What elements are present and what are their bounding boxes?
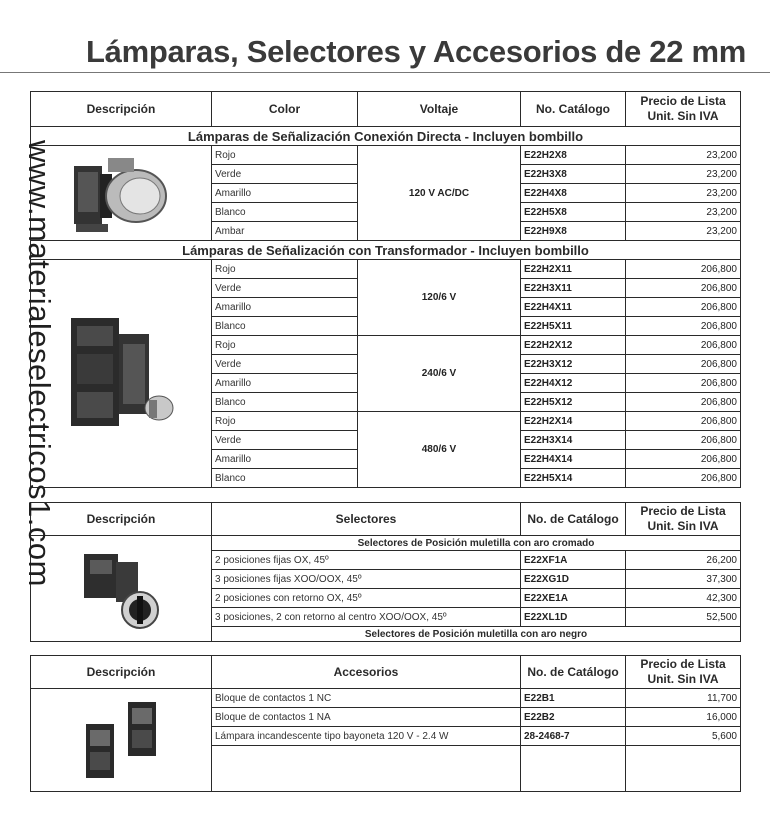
price-cell: 206,800 — [626, 260, 741, 279]
price-cell: 23,200 — [626, 184, 741, 203]
header-precio-line2: Unit. Sin IVA — [647, 109, 719, 123]
price-cell: 37,300 — [626, 570, 741, 589]
header-precio-line2: Unit. Sin IVA — [647, 672, 719, 686]
lamps-header-row — [31, 92, 741, 127]
selectors-header-row — [31, 503, 741, 536]
header-descripcion: Descripción — [31, 92, 212, 127]
description-cell: Bloque de contactos 1 NA — [212, 708, 521, 727]
description-cell: 3 posiciones fijas XOO/OOX, 45º — [212, 570, 521, 589]
price-cell: 11,700 — [626, 689, 741, 708]
catalog-cell: E22H5X8 — [521, 203, 626, 222]
price-cell: 206,800 — [626, 469, 741, 488]
price-cell: 23,200 — [626, 222, 741, 241]
color-cell: Ambar — [212, 222, 358, 241]
catalog-cell: E22H2X14 — [521, 412, 626, 431]
page-title: Lámparas, Selectores y Accesorios de 22 mm — [86, 34, 746, 69]
header-precio — [626, 656, 741, 689]
section-selectors-black: Selectores de Posición muletilla con aro negro — [212, 627, 741, 642]
catalog-cell: E22H5X14 — [521, 469, 626, 488]
price-cell: 23,200 — [626, 203, 741, 222]
catalog-cell: E22XL1D — [521, 608, 626, 627]
header-voltaje: Voltaje — [358, 92, 521, 127]
price-cell: 206,800 — [626, 298, 741, 317]
voltage-cell: 120/6 V — [358, 260, 521, 336]
catalog-cell: E22H3X8 — [521, 165, 626, 184]
catalog-cell: E22H3X12 — [521, 355, 626, 374]
section-selectors-chrome: Selectores de Posición muletilla con aro cromado — [212, 536, 741, 551]
catalog-cell: E22XG1D — [521, 570, 626, 589]
catalog-cell: E22H4X14 — [521, 450, 626, 469]
catalog-cell: E22H4X8 — [521, 184, 626, 203]
header-catalogo: No. Catálogo — [521, 92, 626, 127]
watermark-text: www.materialeselectricos1.com — [22, 140, 57, 587]
contact-block-icon — [66, 696, 176, 784]
price-cell: 23,200 — [626, 146, 741, 165]
catalog-cell: E22H2X11 — [521, 260, 626, 279]
color-cell: Verde — [212, 431, 358, 450]
price-cell: 23,200 — [626, 165, 741, 184]
header-selectores: Selectores — [212, 503, 521, 536]
selector-switch-icon — [76, 544, 166, 634]
catalog-cell: E22B2 — [521, 708, 626, 727]
contact-block-image — [31, 689, 212, 792]
catalog-cell: E22H5X12 — [521, 393, 626, 412]
catalog-cell: E22H9X8 — [521, 222, 626, 241]
table-row — [31, 146, 741, 165]
header-catalogo: No. de Catálogo — [521, 656, 626, 689]
pilot-lamp-image — [31, 146, 212, 241]
color-cell: Blanco — [212, 317, 358, 336]
color-cell: Amarillo — [212, 450, 358, 469]
color-cell: Verde — [212, 279, 358, 298]
table-row — [31, 689, 741, 708]
price-cell: 206,800 — [626, 279, 741, 298]
price-cell: 206,800 — [626, 355, 741, 374]
price-cell: 52,500 — [626, 608, 741, 627]
section-transformer-title: Lámparas de Señalización con Transformador - Incluyen bombillo — [31, 241, 741, 260]
voltage-cell: 120 V AC/DC — [358, 146, 521, 241]
catalog-cell: E22H2X8 — [521, 146, 626, 165]
empty-cell — [626, 746, 741, 792]
accessories-header-row — [31, 656, 741, 689]
price-cell: 206,800 — [626, 374, 741, 393]
price-cell: 206,800 — [626, 336, 741, 355]
color-cell: Blanco — [212, 203, 358, 222]
selector-switch-image — [31, 536, 212, 642]
color-cell: Verde — [212, 165, 358, 184]
color-cell: Amarillo — [212, 298, 358, 317]
transformer-lamp-icon — [61, 304, 181, 444]
table-row — [31, 260, 741, 279]
description-cell: 2 posiciones con retorno OX, 45º — [212, 589, 521, 608]
header-precio-line1: Precio de Lista — [640, 94, 726, 108]
selectors-table — [30, 502, 741, 642]
catalog-cell: E22H3X14 — [521, 431, 626, 450]
description-cell: Bloque de contactos 1 NC — [212, 689, 521, 708]
transformer-lamp-image — [31, 260, 212, 488]
catalog-cell: E22H4X12 — [521, 374, 626, 393]
catalog-cell: E22H5X11 — [521, 317, 626, 336]
price-cell: 206,800 — [626, 393, 741, 412]
header-accesorios: Accesorios — [212, 656, 521, 689]
description-cell: Lámpara incandescente tipo bayoneta 120 V - 2.4 W — [212, 727, 521, 746]
price-cell: 206,800 — [626, 450, 741, 469]
section-direct-title: Lámparas de Señalización Conexión Directa - Incluyen bombillo — [31, 127, 741, 146]
price-cell: 206,800 — [626, 317, 741, 336]
header-precio-line1: Precio de Lista — [640, 504, 726, 518]
header-color: Color — [212, 92, 358, 127]
lamps-table — [30, 91, 741, 488]
price-cell: 206,800 — [626, 431, 741, 450]
description-cell: 3 posiciones, 2 con retorno al centro XOO/OOX, 45º — [212, 608, 521, 627]
color-cell: Rojo — [212, 336, 358, 355]
catalog-cell: E22XE1A — [521, 589, 626, 608]
empty-cell — [212, 746, 521, 792]
accessories-table — [30, 655, 741, 792]
color-cell: Amarillo — [212, 374, 358, 393]
price-cell: 26,200 — [626, 551, 741, 570]
catalog-cell: E22H3X11 — [521, 279, 626, 298]
pilot-lamp-icon — [66, 148, 176, 238]
voltage-cell: 480/6 V — [358, 412, 521, 488]
header-precio — [626, 503, 741, 536]
catalog-cell: E22H4X11 — [521, 298, 626, 317]
price-cell: 206,800 — [626, 412, 741, 431]
color-cell: Rojo — [212, 412, 358, 431]
description-cell: 2 posiciones fijas OX, 45º — [212, 551, 521, 570]
header-precio-line2: Unit. Sin IVA — [647, 519, 719, 533]
voltage-cell: 240/6 V — [358, 336, 521, 412]
catalog-cell: E22XF1A — [521, 551, 626, 570]
empty-cell — [521, 746, 626, 792]
header-catalogo: No. de Catálogo — [521, 503, 626, 536]
header-precio — [626, 92, 741, 127]
header-descripcion: Descripción — [31, 503, 212, 536]
catalog-cell: 28-2468-7 — [521, 727, 626, 746]
color-cell: Verde — [212, 355, 358, 374]
color-cell: Amarillo — [212, 184, 358, 203]
price-cell: 16,000 — [626, 708, 741, 727]
color-cell: Blanco — [212, 393, 358, 412]
price-cell: 42,300 — [626, 589, 741, 608]
color-cell: Rojo — [212, 260, 358, 279]
header-precio-line1: Precio de Lista — [640, 657, 726, 671]
color-cell: Rojo — [212, 146, 358, 165]
title-rule — [0, 72, 770, 73]
color-cell: Blanco — [212, 469, 358, 488]
header-descripcion: Descripción — [31, 656, 212, 689]
catalog-cell: E22H2X12 — [521, 336, 626, 355]
catalog-cell: E22B1 — [521, 689, 626, 708]
price-cell: 5,600 — [626, 727, 741, 746]
